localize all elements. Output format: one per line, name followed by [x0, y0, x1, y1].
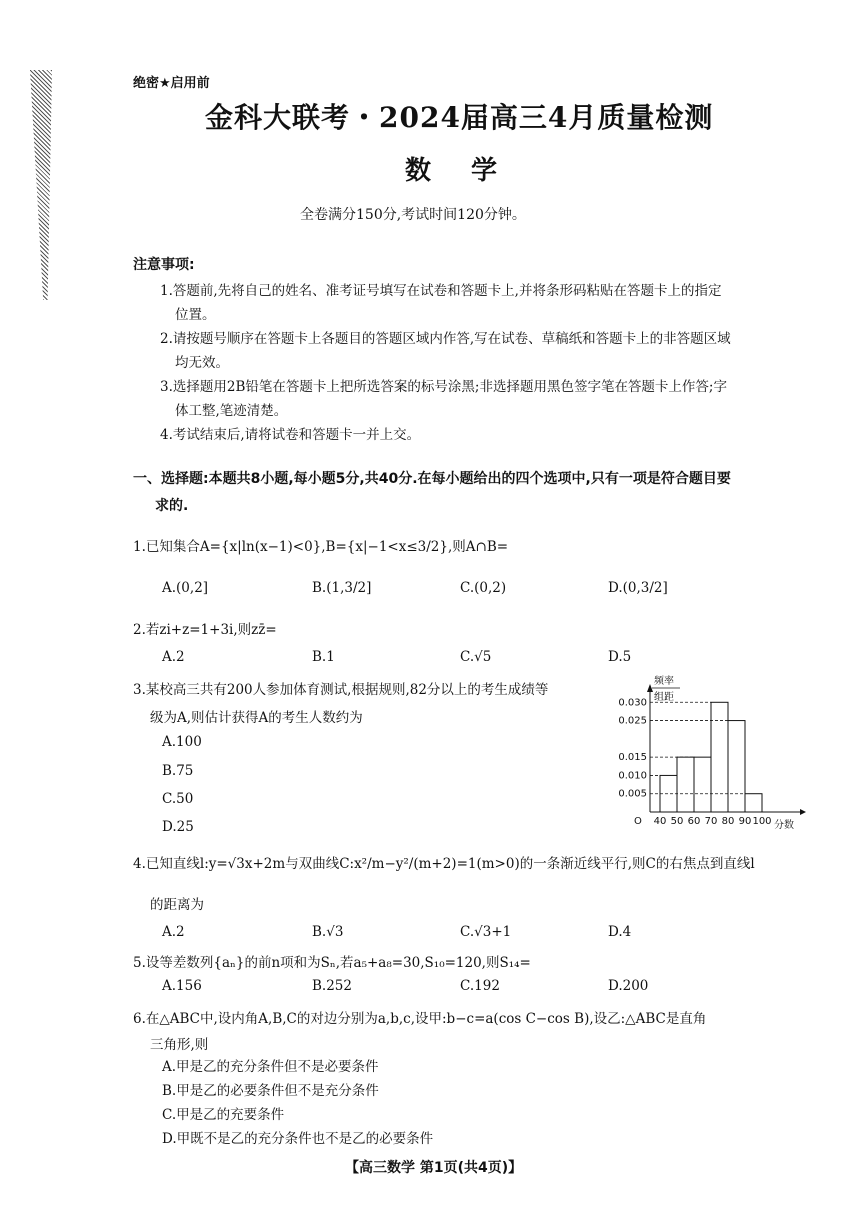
note-line: 均无效。 [175, 355, 229, 371]
option-d: D.(0,3/2] [608, 580, 668, 596]
option-d: D.4 [608, 924, 632, 940]
question-stem: 4.已知直线l:y=√3x+2m与双曲线C:x²/m−y²/(m+2)=1(m>0)的一条渐近线平行,则C的右焦点到直线l [133, 856, 755, 872]
option-a: A.156 [162, 978, 202, 994]
binding-strip [30, 70, 52, 300]
y-tick-label: 0.005 [618, 788, 647, 800]
option-d: D.200 [608, 978, 649, 994]
question-stem: 2.若zi+z=1+3i,则zz̄= [133, 622, 277, 638]
option-d: D.甲既不是乙的充分条件也不是乙的必要条件 [162, 1131, 434, 1147]
x-tick-label: 40 [653, 816, 667, 827]
option-a: A.100 [162, 734, 202, 750]
y-tick-label: 0.025 [618, 715, 647, 727]
option-b: B.1 [312, 649, 335, 665]
note-line: 2.请按题号顺序在答题卡上各题目的答题区域内作答,写在试卷、草稿纸和答题卡上的非答题区域 [160, 331, 731, 347]
y-tick-label: 0.010 [618, 770, 647, 782]
note-line: 4.考试结束后,请将试卷和答题卡一并上交。 [160, 427, 421, 443]
origin-label: O [634, 816, 642, 827]
option-c: C.(0,2) [460, 580, 507, 596]
subject-title: 数学 [405, 156, 538, 186]
option-c: C.192 [460, 978, 500, 994]
option-a: A.2 [162, 649, 185, 665]
option-c: C.√3+1 [460, 924, 512, 940]
x-axis-arrow [800, 809, 806, 815]
option-b: B.(1,3/2] [312, 580, 372, 596]
histogram-bar [745, 794, 762, 812]
x-tick-label: 60 [687, 816, 701, 827]
y-axis-label: 组距 [654, 692, 674, 703]
option-a: A.(0,2] [162, 580, 209, 596]
note-line: 1.答题前,先将自己的姓名、准考证号填写在试卷和答题卡上,并将条形码粘贴在答题卡上的指定 [160, 283, 722, 299]
note-line: 体工整,笔迹清楚。 [175, 403, 288, 419]
frequency-histogram [610, 670, 810, 835]
question-stem: 1.已知集合A={x|ln(x−1)<0},B={x|−1<x≤3/2},则A∩B= [133, 539, 509, 555]
page-footer: 【高三数学 第1页(共4页)】 [345, 1160, 523, 1176]
option-c: C.50 [162, 791, 194, 807]
y-tick-label: 0.015 [618, 752, 647, 764]
question-stem: 的距离为 [150, 897, 204, 913]
option-c: C.甲是乙的充要条件 [162, 1107, 285, 1123]
histogram-bar [694, 757, 711, 812]
score-info: 全卷满分150分,考试时间120分钟。 [300, 207, 526, 223]
x-tick-label: 80 [721, 816, 735, 827]
option-b: B.75 [162, 763, 194, 779]
x-tick-label: 90 [738, 816, 752, 827]
option-b: B.甲是乙的必要条件但不是充分条件 [162, 1083, 379, 1099]
option-b: B.252 [312, 978, 352, 994]
y-axis-label: 频率 [654, 676, 674, 687]
question-stem: 6.在△ABC中,设内角A,B,C的对边分别为a,b,c,设甲:b−c=a(cos C−cos B),设乙:△ABC是直角 [133, 1011, 707, 1027]
notes-heading: 注意事项: [133, 257, 195, 273]
y-tick-label: 0.030 [618, 697, 647, 709]
exam-title: 金科大联考・2024届高三4月质量检测 [205, 101, 714, 134]
secret-label: 绝密★启用前 [133, 76, 210, 91]
option-d: D.5 [608, 649, 632, 665]
note-line: 位置。 [175, 307, 216, 323]
option-a: A.甲是乙的充分条件但不是必要条件 [162, 1059, 379, 1075]
section-heading: 求的. [155, 498, 189, 514]
section-heading: 一、选择题:本题共8小题,每小题5分,共40分.在每小题给出的四个选项中,只有一项是符合题目要 [133, 471, 731, 487]
question-stem: 5.设等差数列{aₙ}的前n项和为Sₙ,若a₅+a₈=30,S₁₀=120,则S₁₄= [133, 955, 531, 971]
x-tick-label: 100 [752, 816, 772, 827]
option-c: C.√5 [460, 649, 492, 665]
question-stem: 级为A,则估计获得A的考生人数约为 [150, 710, 363, 726]
option-a: A.2 [162, 924, 185, 940]
note-line: 3.选择题用2B铅笔在答题卡上把所选答案的标号涂黑;非选择题用黑色签字笔在答题卡上作答;字 [160, 379, 727, 395]
histogram-bar [711, 702, 728, 812]
question-stem: 3.某校高三共有200人参加体育测试,根据规则,82分以上的考生成绩等 [133, 682, 549, 698]
option-d: D.25 [162, 819, 194, 835]
x-axis-label: 分数 [774, 820, 794, 831]
histogram-bar [728, 721, 745, 812]
histogram-bar [677, 757, 694, 812]
x-tick-label: 50 [670, 816, 684, 827]
option-b: B.√3 [312, 924, 344, 940]
question-stem: 三角形,则 [150, 1037, 209, 1053]
x-tick-label: 70 [704, 816, 718, 827]
